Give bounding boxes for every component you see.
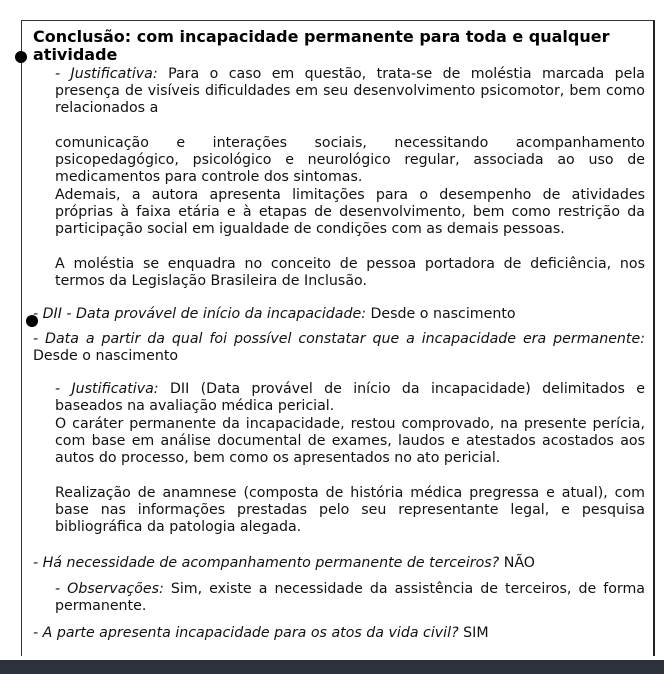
justificativa-2-label: - Justificativa: bbox=[55, 381, 159, 397]
conclusion-title: Conclusão: com incapacidade permanente para toda e qualquer atividade bbox=[33, 27, 610, 64]
vida-civil-line bbox=[33, 625, 645, 642]
justificativa-1-text: Para o caso em questão, trata-se de moléstia marcada pela presença de visíveis dificuldades em seu desenvolvimento psicomotor, bem como relacionados a bbox=[55, 66, 645, 116]
dii-value: Desde o nascimento bbox=[370, 306, 516, 322]
permanente-label: - Data a partir da qual foi possível constatar que a incapacidade era permanente: bbox=[33, 331, 645, 347]
justificativa-1-p3: A moléstia se enquadra no conceito de pessoa portadora de deficiência, nos termos da Legislação Brasileira de Inclusão. bbox=[55, 256, 645, 289]
dii-label: - DII - Data provável de início da incapacidade: bbox=[33, 306, 366, 322]
justificativa-2-p3: Realização de anamnese (composta de história médica pregressa e atual), com base nas informações prestadas pelo seu representante legal, e pesquisa bibliográfica da patologia alegada. bbox=[55, 485, 645, 535]
observacoes-label: - Observações: bbox=[55, 581, 164, 597]
terceiros-value: NÃO bbox=[503, 555, 535, 571]
terceiros-label: - Há necessidade de acompanhamento permanente de terceiros? bbox=[33, 555, 500, 571]
footer-bar bbox=[0, 660, 664, 674]
justificativa-2-p2: O caráter permanente da incapacidade, restou comprovado, na presente perícia, com base em análise documental de exames, laudos e atestados acostados aos autos do processo, bem como os apresentados no ato pericial. bbox=[55, 416, 645, 466]
terceiros-line bbox=[33, 555, 645, 572]
permanente-value: Desde o nascimento bbox=[33, 348, 179, 364]
bullet-dot-1 bbox=[15, 51, 27, 63]
observacoes-line bbox=[55, 581, 645, 615]
justificativa-label: - Justificativa: bbox=[55, 66, 158, 82]
dii-line bbox=[33, 306, 645, 323]
justificativa-1-p1a bbox=[55, 66, 645, 117]
justificativa-2-text: DII (Data provável de início da incapacidade) delimitados e baseados na avaliação médica pericial. bbox=[55, 381, 645, 414]
justificativa-1-p2: Ademais, a autora apresenta limitações para o desempenho de atividades próprias à faixa etária e à etapas de desenvolvimento, bem como restrição da participação social em igualdade de condições com as demais pessoas. bbox=[55, 187, 645, 237]
vida-civil-value: SIM bbox=[463, 625, 489, 641]
justificativa-1-p1b: comunicação e interações sociais, necessitando acompanhamento psicopedagógico, psicológico e neurológico regular, associada ao uso de medicamentos para controle dos sintomas. bbox=[55, 135, 645, 185]
observacoes-text: Sim, existe a necessidade da assistência de terceiros, de forma permanente. bbox=[55, 581, 645, 614]
justificativa-2-p1 bbox=[55, 381, 645, 415]
vida-civil-label: - A parte apresenta incapacidade para os atos da vida civil? bbox=[33, 625, 459, 641]
permanente-line bbox=[33, 331, 645, 365]
